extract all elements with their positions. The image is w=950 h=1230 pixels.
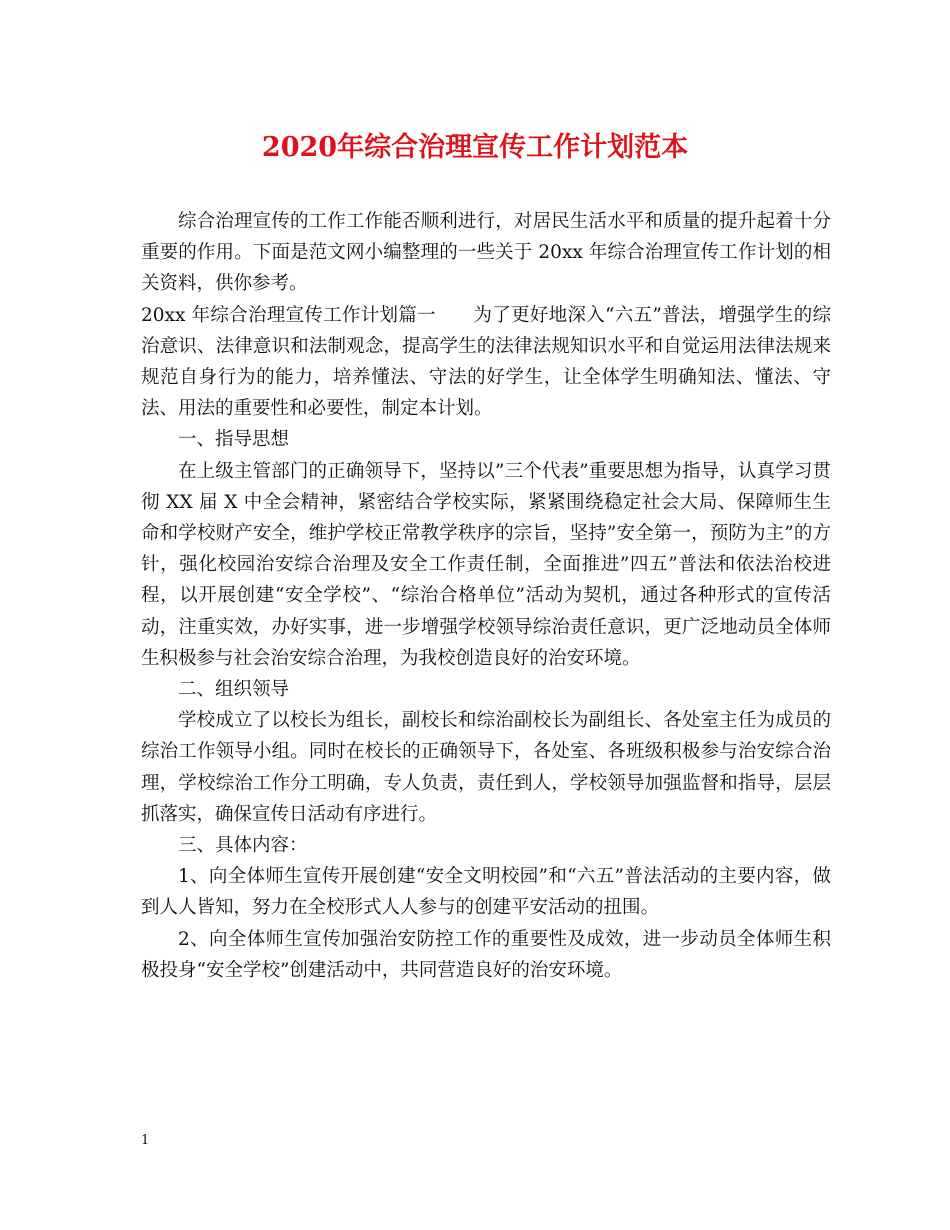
guiding-ideology-paragraph: 在上级主管部门的正确领导下，坚持以”三个代表”重要思想为指导，认真学习贯彻 XX 届 X 中全会精神，紧密结合学校实际，紧紧围绕稳定社会大局、保障师生生命和学校财产安全，维护学校正常教学秩序的宗旨，坚持”安全第一，预防为主”的方针，强化校园治安综合治理及安全工作责任制，全面推进”四五”普法和依法治校进程，以开展创建“安全学校”、“综治合格单位”活动为契机，通过各种形式的宣传活动，注重实效，办好实事，进一步增强学校领导综治责任意识，更广泛地动员全体师生积极参与社会治安综合治理，为我校创造良好的治安环境。: [141, 460, 831, 669]
section-heading-organization: 二、组织领导: [178, 679, 290, 701]
section-heading-content: 三、具体内容：: [178, 835, 308, 857]
intro-paragraph: 综合治理宣传的工作工作能否顺利进行，对居民生活水平和质量的提升起着十分重要的作用。下面是范文网小编整理的一些关于 20xx 年综合治理宣传工作计划的相关资料，供你参考。: [141, 211, 831, 295]
section-heading-guiding-ideology: 一、指导思想: [178, 429, 290, 451]
page-number: 1: [141, 1133, 150, 1148]
content-item-1: 1、向全体师生宣传开展创建“安全文明校园”和“六五”普法活动的主要内容，做到人人皆知，努力在全校形式人人参与的创建平安活动的扭围。: [141, 866, 831, 919]
page-title: 2020年综合治理宣传工作计划范本: [261, 132, 689, 163]
plan-paragraph: 20xx 年综合治理宣传工作计划篇一 为了更好地深入“六五”普法，增强学生的综治意识、法律意识和法制观念，提高学生的法律法规知识水平和自觉运用法律法规来规范自身行为的能力，培养懂法、守法的好学生，让全体学生明确知法、懂法、守法、用法的重要性和必要性，制定本计划。: [141, 304, 831, 420]
content-item-2: 2、向全体师生宣传加强治安防控工作的重要性及成效，进一步动员全体师生积极投身“安全学校”创建活动中，共同营造良好的治安环境。: [141, 928, 831, 981]
organization-paragraph: 学校成立了以校长为组长，副校长和综治副校长为副组长、各处室主任为成员的综治工作领导小组。同时在校长的正确领导下，各处室、各班级积极参与治安综合治理，学校综治工作分工明确，专人负责，责任到人，学校领导加强监督和指导，层层抓落实，确保宣传日活动有序进行。: [141, 710, 831, 825]
document-body: [141, 206, 831, 986]
